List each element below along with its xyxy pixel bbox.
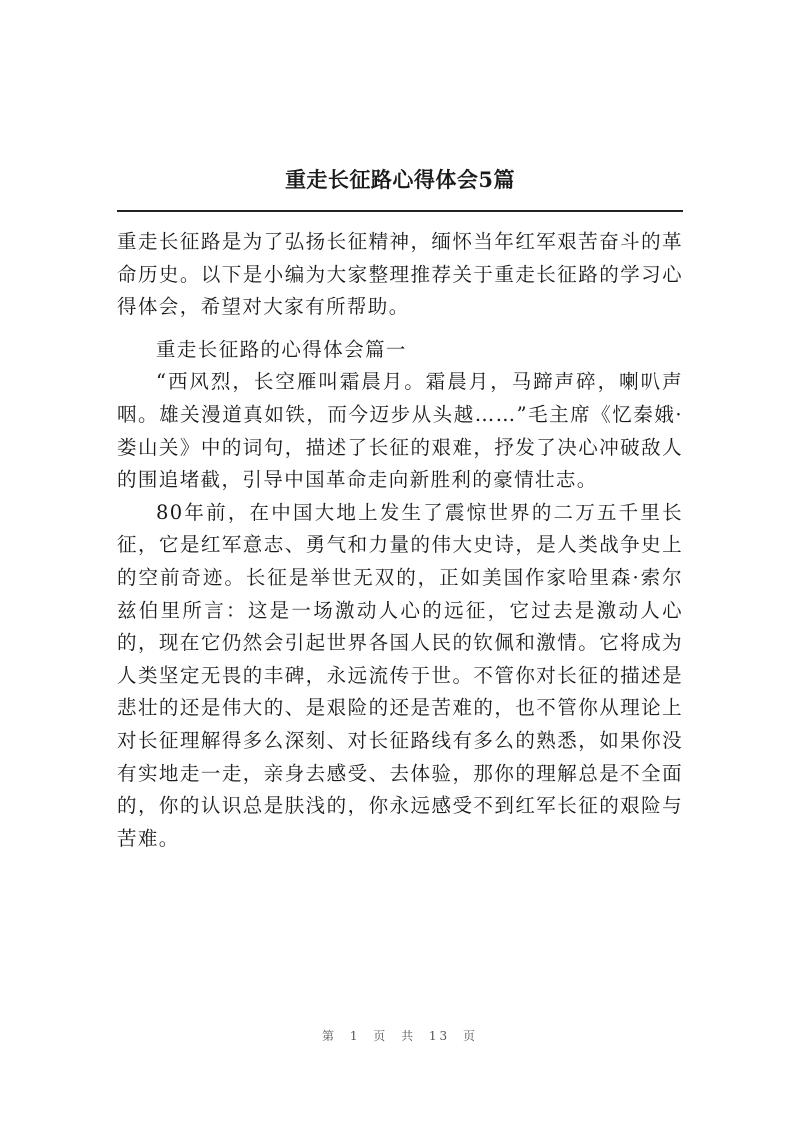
paragraph-history: 80年前，在中国大地上发生了震惊世界的二万五千里长征，它是红军意志、勇气和力量的伟大史诗，是人类战争史上的空前奇迹。长征是举世无双的，正如美国作家哈里森·索尔兹伯里所言：这是一场激动人心的远征，它过去是激动人心的，现在它仍然会引起世界各国人民的钦佩和激情。它将成为人类坚定无畏的丰碑，永远流传于世。不管你对长征的描述是悲壮的还是伟大的、是艰险的还是苦难的，也不管你从理论上对长征理解得多么深刻、对长征路线有多么的熟悉，如果你没有实地走一走，亲身去感受、去体验，那你的理解总是不全面的，你的认识总是肤浅的，你永远感受不到红军长征的艰险与苦难。	[117, 500, 683, 850]
document-title: 重走长征路心得体会5篇	[284, 167, 516, 192]
page-number: 第 1 页 共 13 页	[322, 1029, 478, 1043]
document-body	[117, 226, 683, 855]
title-divider	[117, 210, 683, 212]
paragraph-poem: “西风烈，长空雁叫霜晨月。霜晨月，马蹄声碎，喇叭声咽。雄关漫道真如铁，而今迈步从头越……”毛主席《忆秦娥·娄山关》中的词句，描述了长征的艰难，抒发了决心冲破敌人的围追堵截，引导中国革命走向新胜利的豪情壮志。	[117, 370, 683, 492]
section-heading: 重走长征路的心得体会篇一	[156, 337, 407, 361]
intro-paragraph: 重走长征路是为了弘扬长征精神，缅怀当年红军艰苦奋斗的革命历史。以下是小编为大家整理推荐关于重走长征路的学习心得体会，希望对大家有所帮助。	[117, 230, 683, 319]
